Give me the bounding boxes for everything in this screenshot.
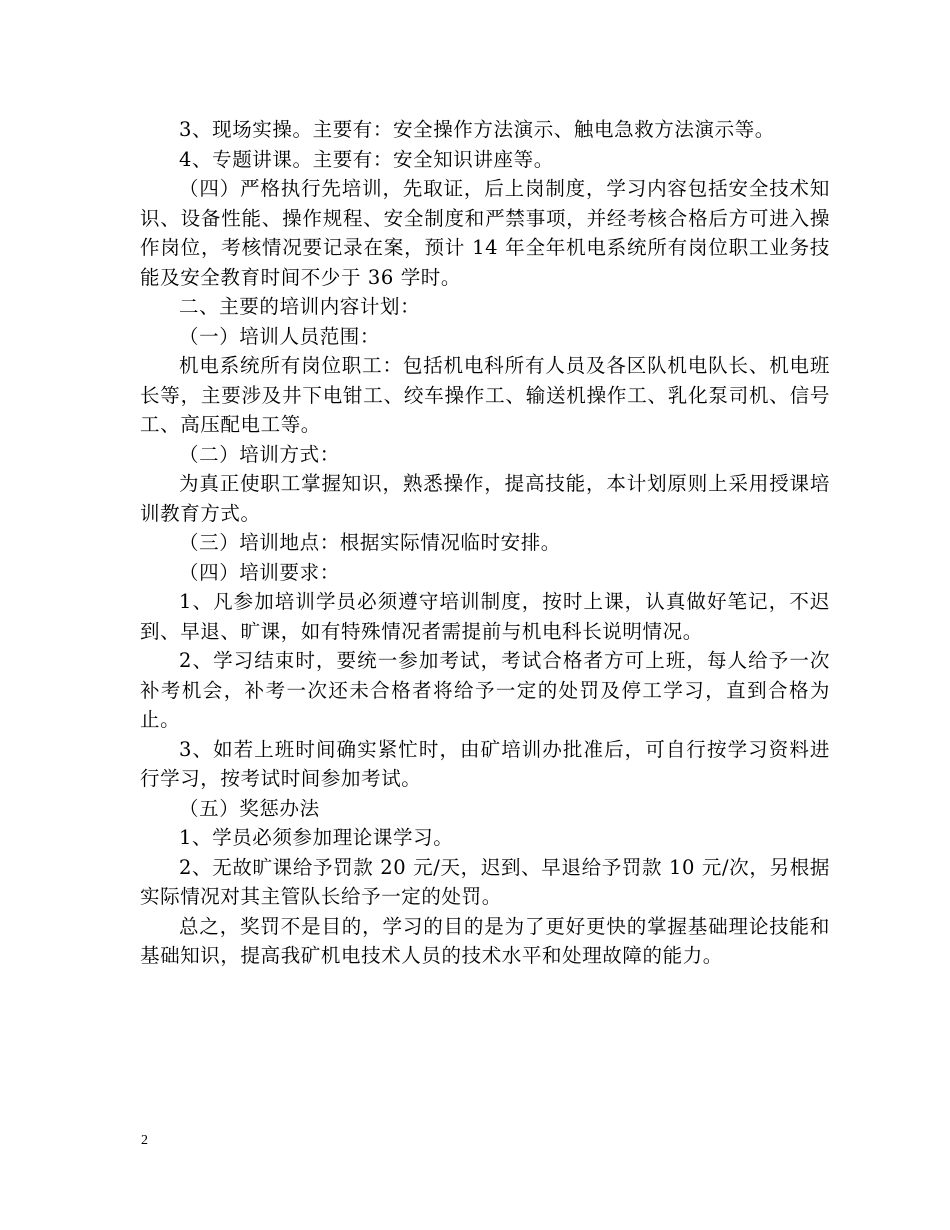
paragraph-special-lectures: 4、专题讲课。主要有：安全知识讲座等。	[179, 147, 554, 171]
paragraph-training-location: （三）培训地点：根据实际情况临时安排。	[179, 531, 561, 554]
paragraph-onsite-practice: 3、现场实操。主要有：安全操作方法演示、触电急救方法演示等。	[179, 118, 775, 141]
paragraph-requirement-3: 3、如若上班时间确实紧忙时，由矿培训办批准后，可自行按学习资料进行学习，按考试时间参加考试。	[140, 737, 830, 790]
page-number: 2	[141, 1133, 148, 1148]
subheading-trainee-scope: （一）培训人员范围：	[179, 324, 381, 348]
document-body	[140, 115, 830, 971]
paragraph-trainee-scope: 机电系统所有岗位职工：包括机电科所有人员及各区队机电队长、机电班长等，主要涉及井下电钳工、绞车操作工、输送机操作工、乳化泵司机、信号工、高压配电工等。	[140, 354, 830, 436]
subheading-training-requirements: （四）培训要求：	[179, 560, 340, 584]
subheading-rewards-penalties: （五）奖惩办法	[179, 796, 320, 820]
paragraph-requirement-2: 2、学习结束时，要统一参加考试，考试合格者方可上班，每人给予一次补考机会，补考一次还未合格者将给予一定的处罚及停工学习，直到合格为止。	[140, 649, 830, 731]
section-heading-training-plan: 二、主要的培训内容计划：	[179, 295, 421, 318]
subheading-training-method: （二）培训方式：	[179, 442, 340, 466]
paragraph-reward-rule-2: 2、无故旷课给予罚款 20 元/天，迟到、早退给予罚款 10 元/次，另根据实际情况对其主管队长给予一定的处罚。	[140, 855, 830, 908]
paragraph-training-method: 为真正使职工掌握知识，熟悉操作，提高技能，本计划原则上采用授课培训教育方式。	[140, 472, 830, 525]
paragraph-training-before-work: （四）严格执行先培训，先取证，后上岗制度，学习内容包括安全技术知识、设备性能、操作规程、安全制度和严禁事项，并经考核合格后方可进入操作岗位，考核情况要记录在案，预计 14 年全年机电系统所有岗位职工业务技能及安全教育时间不少于 36 学时。	[140, 177, 830, 289]
paragraph-conclusion: 总之，奖罚不是目的，学习的目的是为了更好更快的掌握基础理论技能和基础知识，提高我矿机电技术人员的技术水平和处理故障的能力。	[140, 914, 830, 967]
paragraph-reward-rule-1: 1、学员必须参加理论课学习。	[179, 826, 454, 849]
paragraph-requirement-1: 1、凡参加培训学员必须遵守培训制度，按时上课，认真做好笔记，不迟到、早退、旷课，如有特殊情况者需提前与机电科长说明情况。	[140, 590, 830, 643]
